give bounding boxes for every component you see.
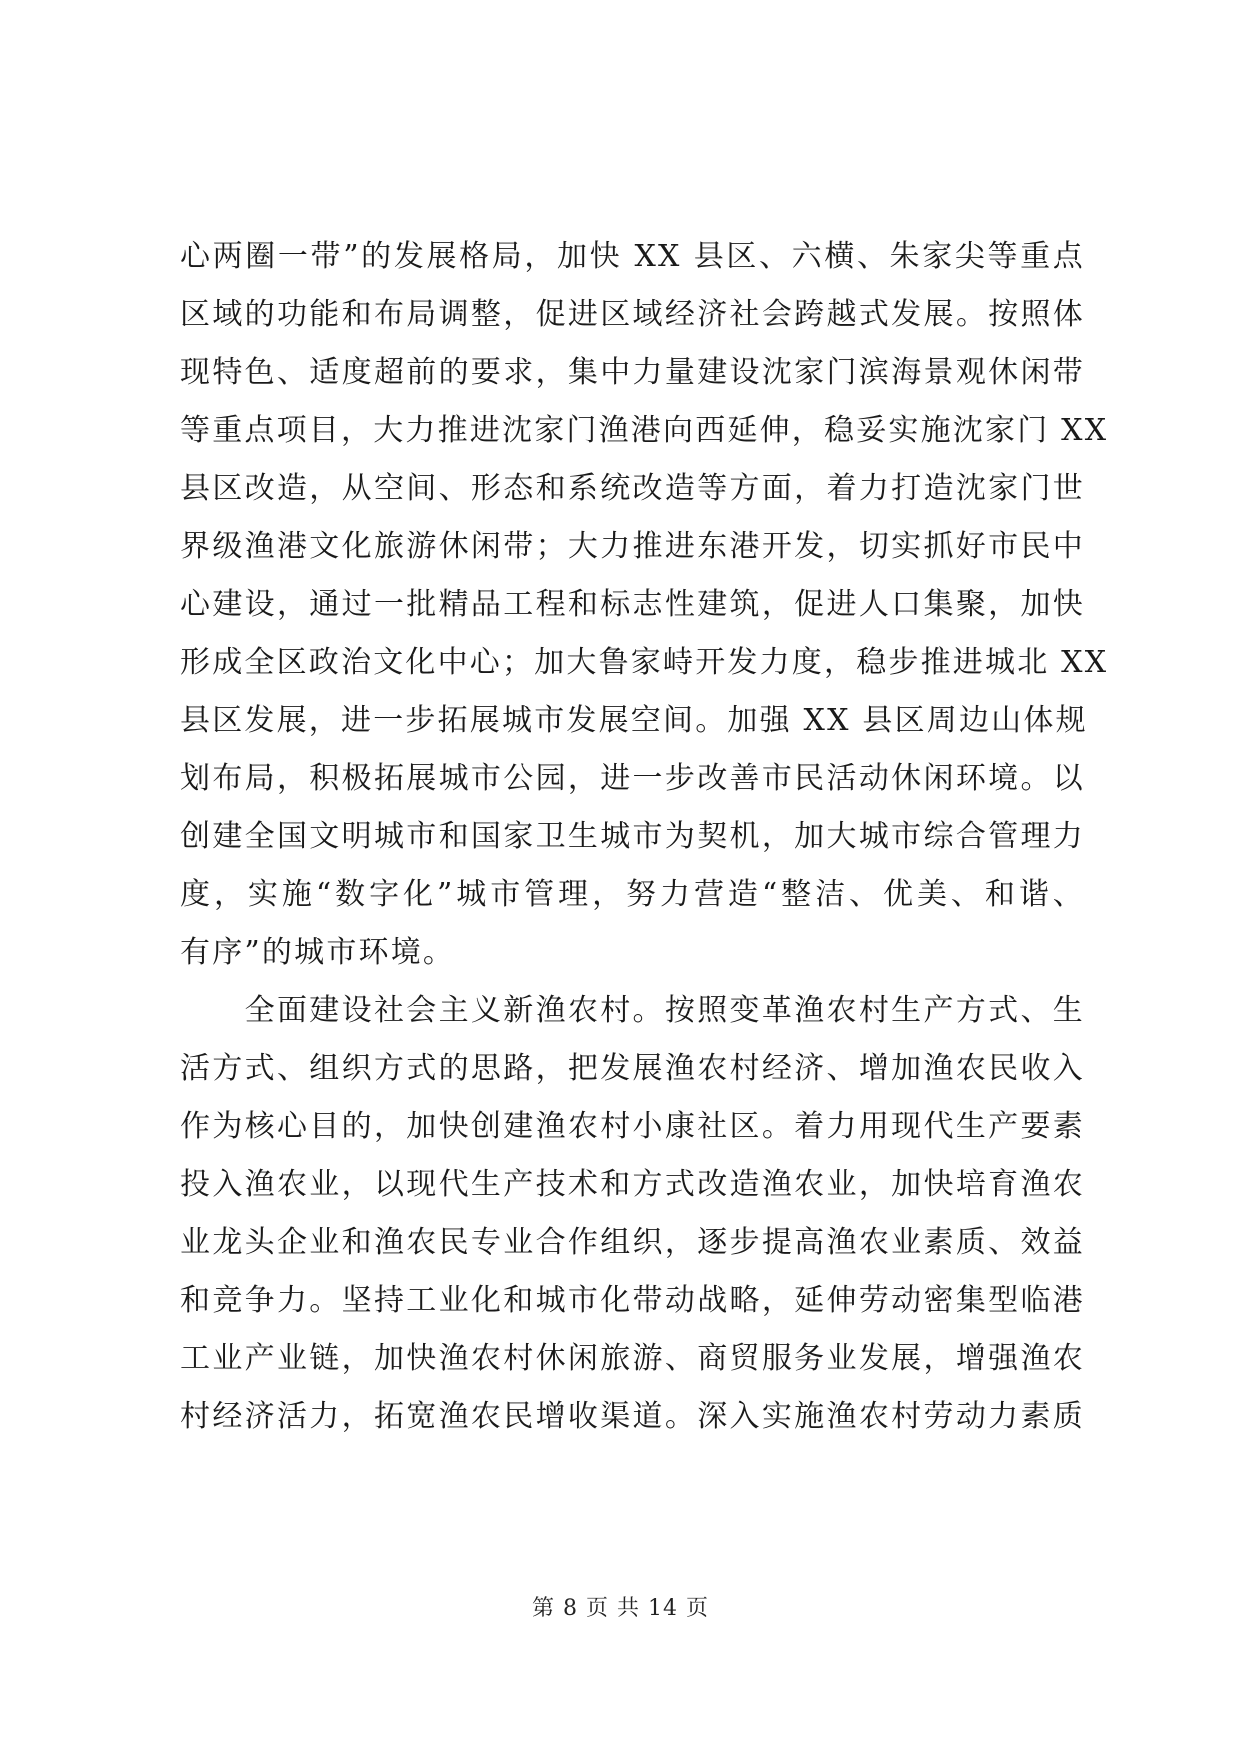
text-line: 等重点项目，大力推进沈家门渔港向西延伸，稳妥实施沈家门 XX (180, 413, 1109, 448)
text-line: 投入渔农业，以现代生产技术和方式改造渔农业，加快培育渔农 (180, 1167, 1085, 1202)
text-line: 创建全国文明城市和国家卫生城市为契机，加大城市综合管理力 (180, 819, 1085, 854)
text-line: 作为核心目的，加快创建渔农村小康社区。着力用现代生产要素 (180, 1109, 1085, 1144)
text-line: 和竞争力。坚持工业化和城市化带动战略，延伸劳动密集型临港 (180, 1283, 1085, 1318)
text-line: 度，实施“数字化”城市管理，努力营造“整洁、优美、和谐、 (180, 877, 1085, 912)
page-number-footer: 第 8 页 共 14 页 (532, 1596, 709, 1621)
text-line: 心建设，通过一批精品工程和标志性建筑，促进人口集聚，加快 (180, 587, 1085, 622)
text-line: 形成全区政治文化中心；加大鲁家峙开发力度，稳步推进城北 XX (180, 645, 1109, 680)
text-line: 村经济活力，拓宽渔农民增收渠道。深入实施渔农村劳动力素质 (180, 1399, 1085, 1434)
paragraph-new-fishing-village (180, 982, 1085, 1446)
text-line: 工业产业链，加快渔农村休闲旅游、商贸服务业发展，增强渔农 (180, 1341, 1085, 1376)
paragraph-urban-planning (180, 228, 1109, 982)
text-line: 心两圈一带”的发展格局，加快 XX 县区、六横、朱家尖等重点 (180, 239, 1085, 274)
text-line: 有序”的城市环境。 (180, 935, 456, 970)
text-line: 活方式、组织方式的思路，把发展渔农村经济、增加渔农民收入 (180, 1051, 1085, 1086)
text-line: 县区改造，从空间、形态和系统改造等方面，着力打造沈家门世 (180, 471, 1085, 506)
text-line: 划布局，积极拓展城市公园，进一步改善市民活动休闲环境。以 (180, 761, 1085, 796)
body-text (180, 228, 1109, 1446)
text-line: 界级渔港文化旅游休闲带；大力推进东港开发，切实抓好市民中 (180, 529, 1085, 564)
text-line: 现特色、适度超前的要求，集中力量建设沈家门滨海景观休闲带 (180, 355, 1085, 390)
text-line: 业龙头企业和渔农民专业合作组织，逐步提高渔农业素质、效益 (180, 1225, 1085, 1260)
text-line: 全面建设社会主义新渔农村。按照变革渔农村生产方式、生 (180, 993, 1085, 1028)
text-line: 县区发展，进一步拓展城市发展空间。加强 XX 县区周边山体规 (180, 703, 1088, 738)
text-line: 区域的功能和布局调整，促进区域经济社会跨越式发展。按照体 (180, 297, 1085, 332)
